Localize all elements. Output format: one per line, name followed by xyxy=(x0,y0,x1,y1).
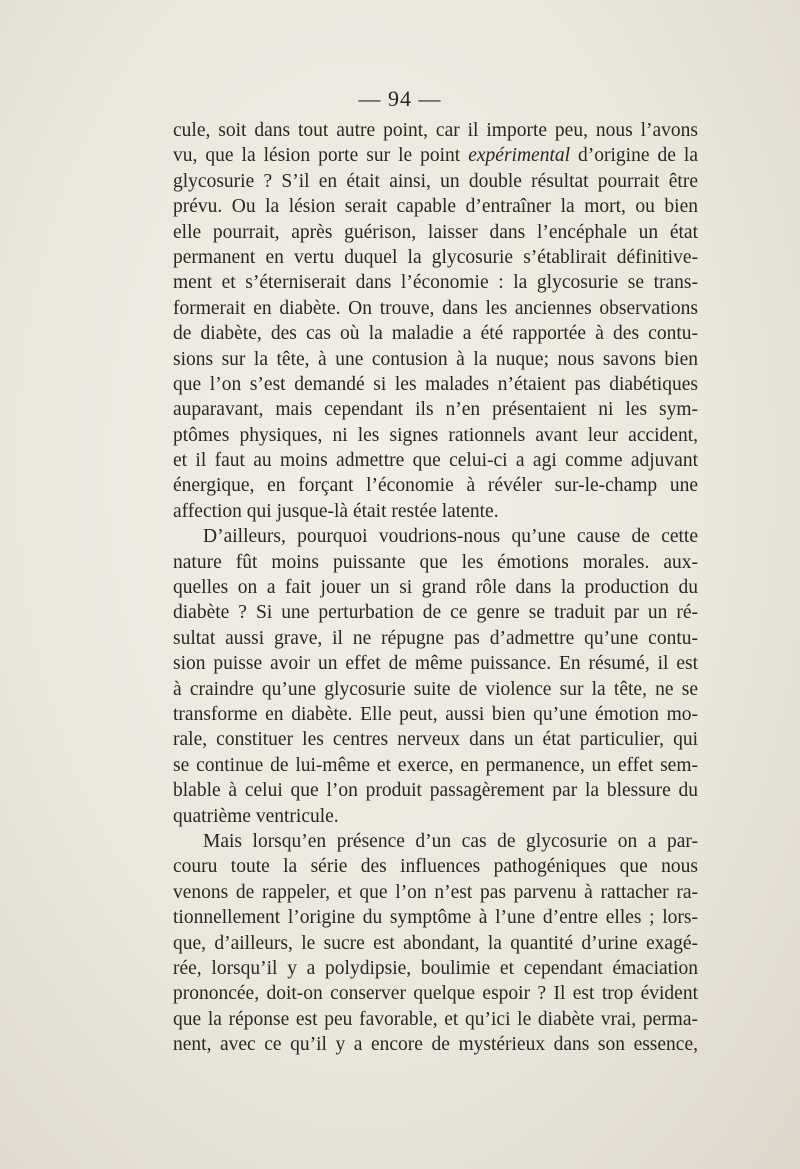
text-line: nent, avec ce qu’il y a encore de mystérieux dans son essence, xyxy=(173,1034,698,1056)
text-line: transforme en diabète. Elle peut, aussi bien qu’une émotion mo- xyxy=(173,703,698,725)
italic-term: expérimental xyxy=(468,145,571,167)
text-line xyxy=(173,143,698,168)
text-line: diabète ? Si une perturbation de ce genre se traduit par un ré- xyxy=(173,602,698,624)
text-line: auparavant, mais cependant ils n’en présentaient ni les sym- xyxy=(173,399,698,421)
text-line: que l’on s’est demandé si les malades n’étaient pas diabétiques xyxy=(173,373,698,395)
text-line: sultat aussi grave, il ne répugne pas d’admettre qu’une contu- xyxy=(173,627,698,649)
text-line: prévu. Ou la lésion serait capable d’entraîner la mort, ou bien xyxy=(173,196,698,218)
text-line: sion puisse avoir un effet de même puissance. En résumé, il est xyxy=(173,653,698,675)
text-line: cule, soit dans tout autre point, car il importe peu, nous l’avons xyxy=(173,120,698,141)
text-line: et il faut au moins admettre que celui-ci a agi comme adjuvant xyxy=(173,450,698,472)
text-line: couru toute la série des influences pathogéniques que nous xyxy=(173,856,698,878)
text-line: énergique, en forçant l’économie à révéler sur-le-champ une xyxy=(173,475,698,497)
text-line: D’ailleurs, pourquoi voudrions-nous qu’une cause de cette xyxy=(203,526,698,548)
text-line: de diabète, des cas où la maladie a été rapportée à des contu- xyxy=(173,323,698,345)
text-line: que la réponse est peu favorable, et qu’ici le diabète vrai, perma- xyxy=(173,1008,698,1030)
text-line: que, d’ailleurs, le sucre est abondant, la quantité d’urine exagé- xyxy=(173,932,698,954)
text-line: rale, constituer les centres nerveux dans un état particulier, qui xyxy=(173,729,698,751)
body-text xyxy=(173,118,698,1057)
text-line: ment et s’éterniserait dans l’économie : la glycosurie se trans- xyxy=(173,272,698,294)
text-line: sions sur la tête, à une contusion à la nuque; nous savons bien xyxy=(173,348,698,370)
text-line: tionnellement l’origine du symptôme à l’une d’entre elles ; lors- xyxy=(173,907,698,929)
text-line: blable à celui que l’on produit passagèrement par la blessure du xyxy=(173,780,698,802)
text-line: glycosurie ? S’il en était ainsi, un double résultat pourrait être xyxy=(173,170,698,192)
text-line: venons de rappeler, et que l’on n’est pas parvenu à rattacher ra- xyxy=(173,881,698,903)
text-line: formerait en diabète. On trouve, dans les anciennes observations xyxy=(173,297,698,319)
text-line: nature fût moins puissante que les émotions morales. aux- xyxy=(173,551,698,573)
text-line: prononcée, doit-on conserver quelque espoir ? Il est trop évident xyxy=(173,983,698,1005)
page-number: — 94 — xyxy=(358,86,442,111)
text-line: à craindre qu’une glycosurie suite de violence sur la tête, ne se xyxy=(173,678,698,700)
text-line: se continue de lui-même et exerce, en permanence, un effet sem- xyxy=(173,754,698,776)
text-segment: vu, que la lésion porte sur le point xyxy=(173,145,469,167)
text-segment: d’origine de la xyxy=(570,145,698,167)
text-line: Mais lorsqu’en présence d’un cas de glycosurie on a par- xyxy=(203,830,698,852)
text-line: affection qui jusque-là était restée latente. xyxy=(173,500,499,522)
text-line: quelles on a fait jouer un si grand rôle dans la production du xyxy=(173,577,698,599)
text-line: rée, lorsqu’il y a polydipsie, boulimie et cependant émaciation xyxy=(173,957,698,979)
text-line: ptômes physiques, ni les signes rationnels avant leur accident, xyxy=(173,424,698,446)
text-line: quatrième ventricule. xyxy=(173,805,339,827)
text-line: elle pourrait, après guérison, laisser dans l’encéphale un état xyxy=(173,221,698,243)
text-line: permanent en vertu duquel la glycosurie s’établirait définitive- xyxy=(173,246,698,268)
